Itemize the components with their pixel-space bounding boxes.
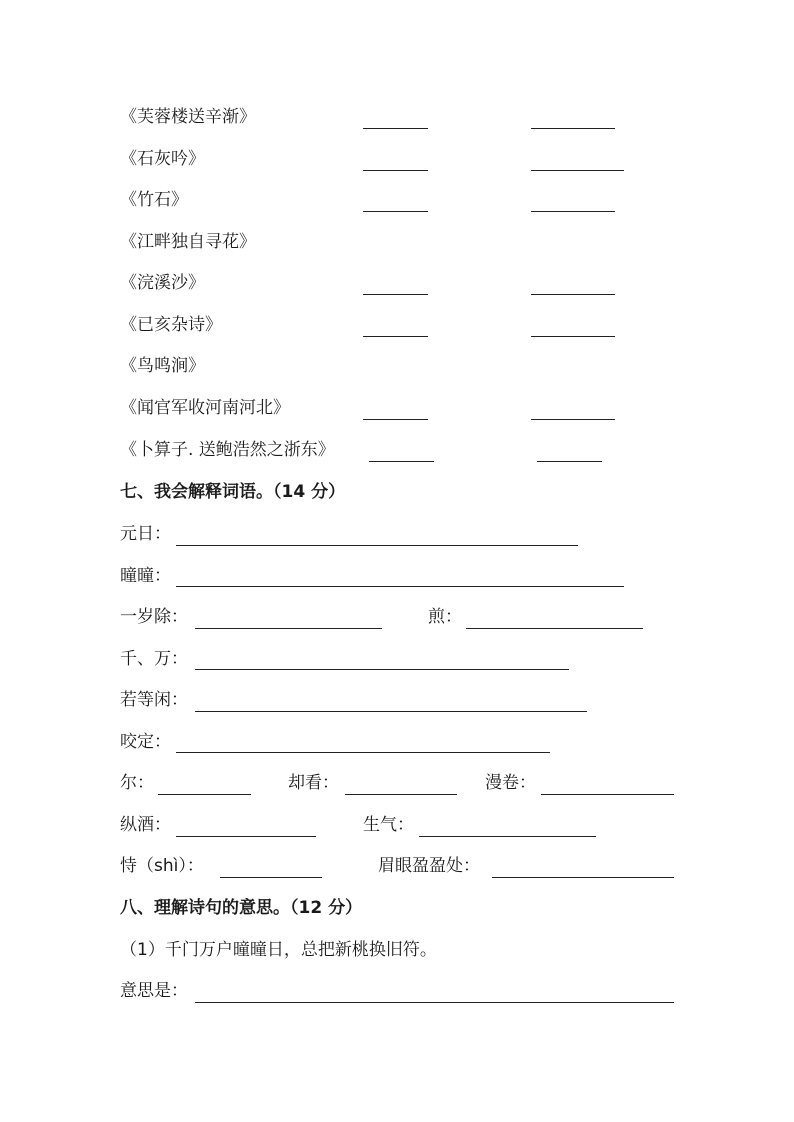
answer-blank[interactable] — [531, 336, 615, 337]
answer-blank[interactable] — [363, 419, 428, 420]
answer-blank[interactable] — [537, 461, 602, 462]
answer-line[interactable] — [466, 628, 643, 629]
term-label: 曈曈： — [120, 566, 171, 586]
term-label: 恃（shì）： — [120, 856, 204, 876]
answer-line[interactable] — [176, 836, 316, 837]
answer-blank[interactable] — [363, 294, 428, 295]
question-text: （1）千门万户曈曈日，总把新桃换旧符。 — [120, 940, 437, 960]
answer-blank[interactable] — [369, 461, 434, 462]
term-label: 若等闲： — [120, 690, 188, 710]
answer-line[interactable] — [195, 628, 382, 629]
answer-label: 意思是： — [120, 981, 188, 1001]
poem-title: 《已亥杂诗》 — [120, 315, 222, 335]
poem-title: 《石灰吟》 — [120, 149, 205, 169]
term-label: 尔： — [120, 773, 154, 793]
answer-line[interactable] — [195, 711, 587, 712]
answer-line[interactable] — [176, 752, 550, 753]
answer-blank[interactable] — [363, 211, 428, 212]
answer-line[interactable] — [176, 586, 624, 587]
poem-title: 《竹石》 — [120, 190, 188, 210]
answer-line[interactable] — [345, 794, 457, 795]
answer-line[interactable] — [176, 545, 578, 546]
answer-blank[interactable] — [363, 336, 428, 337]
poem-title: 《鸟鸣涧》 — [120, 356, 205, 376]
answer-blank[interactable] — [531, 419, 615, 420]
answer-line[interactable] — [195, 1002, 674, 1003]
answer-blank[interactable] — [531, 128, 615, 129]
answer-blank[interactable] — [531, 211, 615, 212]
term-label: 煎： — [428, 607, 462, 627]
answer-line[interactable] — [419, 836, 596, 837]
term-label: 千、万： — [120, 649, 188, 669]
term-label: 却看： — [288, 773, 339, 793]
answer-blank[interactable] — [531, 294, 615, 295]
poem-title: 《浣溪沙》 — [120, 273, 205, 293]
answer-line[interactable] — [195, 669, 569, 670]
answer-line[interactable] — [541, 794, 674, 795]
poem-title: 《江畔独自寻花》 — [120, 232, 256, 252]
answer-blank[interactable] — [363, 128, 428, 129]
section-heading: 八、理解诗句的意思。（12 分） — [120, 898, 363, 918]
answer-blank[interactable] — [531, 170, 624, 171]
poem-title: 《闻官军收河南河北》 — [120, 398, 290, 418]
term-label: 纵酒： — [120, 815, 171, 835]
term-label: 生气： — [363, 815, 414, 835]
poem-title: 《卜算子. 送鲍浩然之浙东》 — [120, 440, 335, 460]
term-label: 元日： — [120, 524, 171, 544]
term-label: 漫卷： — [485, 773, 536, 793]
answer-blank[interactable] — [363, 170, 428, 171]
section-heading: 七、我会解释词语。（14 分） — [120, 482, 346, 502]
poem-title: 《芙蓉楼送辛渐》 — [120, 107, 256, 127]
term-label: 一岁除： — [120, 607, 188, 627]
answer-line[interactable] — [492, 877, 674, 878]
term-label: 眉眼盈盈处： — [378, 856, 480, 876]
term-label: 咬定： — [120, 732, 171, 752]
answer-line[interactable] — [158, 794, 251, 795]
answer-line[interactable] — [220, 877, 322, 878]
